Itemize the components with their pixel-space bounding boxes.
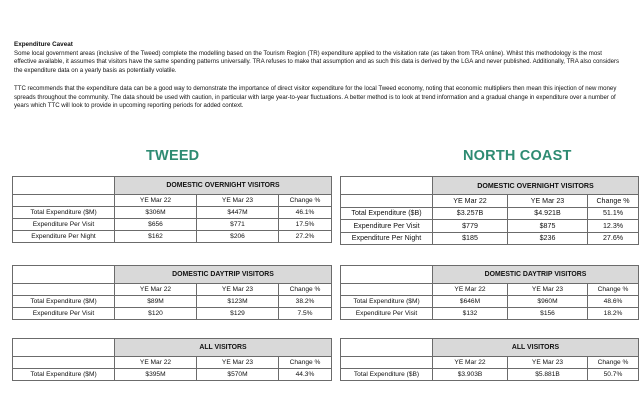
table-header: DOMESTIC OVERNIGHT VISITORS (433, 177, 639, 195)
table-row (341, 308, 639, 320)
caveat-paragraph-2: TTC recommends that the expenditure data can be a good way to demonstrate the importance of direct visitor expenditure for the local Tweed economy, noting that economic multipliers then mean this injection of new money spreads throughout the community. The data should be used with caution, in particular with large year-to-year fluctuations. A better method is to look at trend information and a gradual change in expenditure over a number of years which TTC will look to provide in upcoming reporting periods for added context. (14, 85, 617, 110)
cell-change: 46.1% (279, 207, 332, 219)
row-label: Expenditure Per Visit (13, 308, 115, 320)
cell-change: 51.1% (588, 207, 639, 220)
cell-change: 12.3% (588, 220, 639, 233)
column-header: YE Mar 23 (197, 195, 279, 207)
column-header: Change % (588, 284, 639, 296)
column-header: Change % (279, 284, 332, 296)
table-corner-blank (13, 339, 115, 357)
table-corner-blank (341, 284, 433, 296)
cell-value: $156 (508, 308, 588, 320)
table-row (13, 219, 332, 231)
row-label: Expenditure Per Visit (13, 219, 115, 231)
tweed-overnight-table (12, 176, 332, 243)
cell-value: $236 (508, 232, 588, 245)
table-row (341, 296, 639, 308)
cell-change: 27.6% (588, 232, 639, 245)
north-coast-daytrip-table (340, 265, 639, 320)
table-corner-blank (341, 195, 433, 208)
cell-value: $162 (115, 231, 197, 243)
table-row (13, 308, 332, 320)
table-row (341, 369, 639, 381)
table-row (341, 207, 639, 220)
cell-value: $206 (197, 231, 279, 243)
table-row (341, 220, 639, 233)
cell-value: $306M (115, 207, 197, 219)
cell-change: 44.3% (279, 369, 332, 381)
table-header: DOMESTIC OVERNIGHT VISITORS (115, 177, 332, 195)
cell-change: 17.5% (279, 219, 332, 231)
table-corner-blank (13, 266, 115, 284)
row-label: Total Expenditure ($B) (341, 369, 433, 381)
cell-value: $3.903B (433, 369, 508, 381)
cell-value: $5.881B (508, 369, 588, 381)
row-label: Total Expenditure ($M) (13, 369, 115, 381)
row-label: Total Expenditure ($M) (341, 296, 433, 308)
tweed-daytrip-table (12, 265, 332, 320)
cell-value: $123M (197, 296, 279, 308)
cell-value: $120 (115, 308, 197, 320)
cell-value: $185 (433, 232, 508, 245)
cell-value: $570M (197, 369, 279, 381)
north-coast-overnight-table (340, 176, 639, 245)
column-header: YE Mar 22 (433, 195, 508, 208)
cell-value: $132 (433, 308, 508, 320)
north-coast-title: NORTH COAST (463, 148, 572, 164)
cell-value: $646M (433, 296, 508, 308)
cell-value: $875 (508, 220, 588, 233)
column-header: Change % (588, 357, 639, 369)
column-header: YE Mar 23 (508, 284, 588, 296)
cell-value: $3.257B (433, 207, 508, 220)
north-coast-all-visitors-table (340, 338, 639, 381)
table-corner-blank (341, 339, 433, 357)
table-row (13, 231, 332, 243)
row-label: Total Expenditure ($M) (13, 296, 115, 308)
cell-value: $4.921B (508, 207, 588, 220)
cell-value: $656 (115, 219, 197, 231)
table-header: DOMESTIC DAYTRIP VISITORS (433, 266, 639, 284)
table-corner-blank (341, 357, 433, 369)
column-header: YE Mar 22 (433, 284, 508, 296)
row-label: Total Expenditure ($B) (341, 207, 433, 220)
column-header: Change % (588, 195, 639, 208)
cell-value: $447M (197, 207, 279, 219)
row-label: Expenditure Per Visit (341, 220, 433, 233)
table-row (13, 296, 332, 308)
table-header: ALL VISITORS (115, 339, 332, 357)
cell-value: $960M (508, 296, 588, 308)
column-header: YE Mar 23 (508, 195, 588, 208)
cell-change: 27.2% (279, 231, 332, 243)
table-corner-blank (13, 284, 115, 296)
column-header: YE Mar 23 (508, 357, 588, 369)
cell-value: $89M (115, 296, 197, 308)
table-corner-blank (341, 177, 433, 195)
column-header: YE Mar 22 (115, 357, 197, 369)
row-label: Expenditure Per Night (341, 232, 433, 245)
cell-change: 50.7% (588, 369, 639, 381)
caveat-paragraph-1: Some local government areas (inclusive of the Tweed) complete the modelling based on the Tourism Region (TR) expenditure applied to the visitation rate (as taken from TRA online). Whilst this methodology is the most effective available, it assumes that visitors have the same spending patterns universally. TRA refuses to make that assumption and as such this data is derived by the LGA and never published. Additionally, TRA also considers the expenditure data on a yearly basis as potentially volatile. (14, 49, 620, 74)
cell-change: 38.2% (279, 296, 332, 308)
table-corner-blank (13, 195, 115, 207)
cell-value: $779 (433, 220, 508, 233)
table-row (13, 369, 332, 381)
tweed-title: TWEED (146, 148, 200, 164)
column-header: YE Mar 22 (115, 284, 197, 296)
column-header: Change % (279, 357, 332, 369)
table-header: ALL VISITORS (433, 339, 639, 357)
expenditure-caveat (14, 41, 626, 111)
table-row (341, 232, 639, 245)
column-header: Change % (279, 195, 332, 207)
cell-change: 48.6% (588, 296, 639, 308)
row-label: Expenditure Per Night (13, 231, 115, 243)
table-corner-blank (13, 177, 115, 195)
column-header: YE Mar 22 (115, 195, 197, 207)
column-header: YE Mar 23 (197, 284, 279, 296)
caveat-heading: Expenditure Caveat (14, 41, 73, 48)
table-corner-blank (13, 357, 115, 369)
tweed-all-visitors-table (12, 338, 332, 381)
table-row (13, 207, 332, 219)
row-label: Expenditure Per Visit (341, 308, 433, 320)
cell-change: 7.5% (279, 308, 332, 320)
cell-value: $129 (197, 308, 279, 320)
column-header: YE Mar 22 (433, 357, 508, 369)
cell-change: 18.2% (588, 308, 639, 320)
cell-value: $395M (115, 369, 197, 381)
table-header: DOMESTIC DAYTRIP VISITORS (115, 266, 332, 284)
row-label: Total Expenditure ($M) (13, 207, 115, 219)
table-corner-blank (341, 266, 433, 284)
cell-value: $771 (197, 219, 279, 231)
column-header: YE Mar 23 (197, 357, 279, 369)
